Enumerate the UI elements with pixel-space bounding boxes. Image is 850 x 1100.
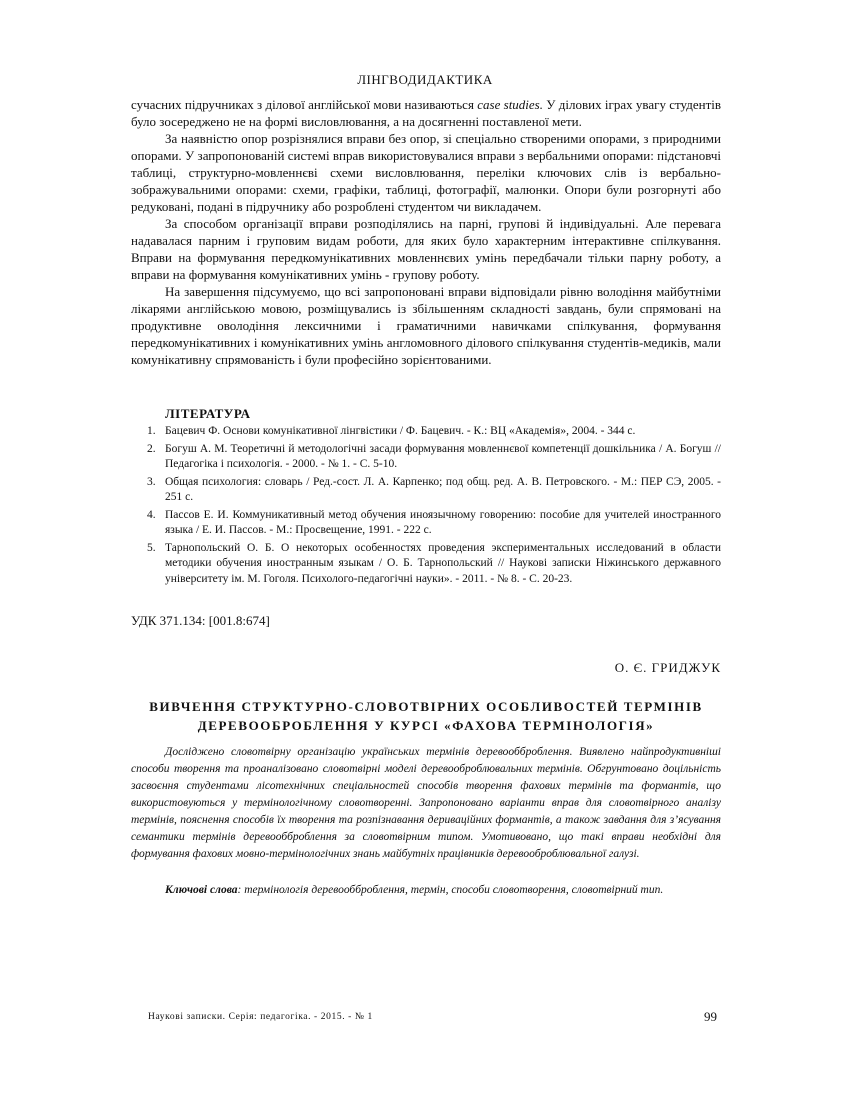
keywords-label: Ключові слова [165, 884, 238, 896]
case-studies-term: case studies. [477, 97, 543, 112]
body-text [131, 96, 721, 368]
abstract-text: Досліджено словотвірну організацію українських термінів деревообброблення. Виявлено найпродуктивніші способи творення та проаналізовано словотвірні моделі деревооброблювальних термінів. Обгрунтовано доцільність засвоєння студентами лісотехнічних спеціальностей способів творення фахових термінів та формантів, що використовуються у термінологічному словотворенні. Запропоновано варіанти вправ для словотвірного аналізу термінів, пояснення способів їх творення та розпізнавання дериваційних формантів, а також завдання для з’ясування семантики термінів деревообброблення за словотвірним типом. Умотивовано, що такі вправи необхідні для формування фахових мовно-термінологічних знань майбутніх працівників деревооброблювальної галузі. [131, 746, 721, 860]
abstract [131, 744, 721, 863]
article-title-line-1: ВИВЧЕННЯ СТРУКТУРНО-СЛОВОТВІРНИХ ОСОБЛИВОСТЕЙ ТЕРМІНІВ [149, 699, 703, 714]
reference-item [131, 541, 721, 588]
reference-number: 1. [147, 425, 156, 437]
paragraph-1-end: У ділових іграх увагу студентів було зосереджено не на формі висловлювання, а на досягненні поставленої мети. [131, 97, 722, 129]
reference-item [131, 475, 721, 506]
paragraph-1 [131, 96, 721, 130]
reference-text: Пассов Е. И. Коммуникативный метод обучения иноязычному говорению: пособие для учителей иностранного языка / Е. И. Пассов. - М.: Просвещение, 1991. - 222 с. [165, 508, 721, 536]
paragraph-3: За способом організації вправи розподілялись на парні, групові й індивідуальні. Але перевага надавалася парним і груповим видам роботи, для яких було характерним інтерактивне спілкування. Вправи на формування передкомунікативних мовленнєвих умінь передбачали тільки парну роботу, а вправи на формування комунікативних умінь - групову роботу. [131, 216, 721, 282]
running-head: ЛІНГВОДИДАКТИКА [357, 72, 493, 87]
page-number: 99 [704, 1009, 717, 1024]
keywords [165, 882, 721, 898]
article-author: О. Є. ГРИДЖУК [614, 660, 721, 675]
keywords-text: : термінологія деревообброблення, термін, способи словотворення, словотвірний тип. [237, 884, 664, 896]
references-title: ЛІТЕРАТУРА [165, 406, 251, 421]
reference-number: 3. [147, 475, 156, 488]
reference-text: Тарнопольский О. Б. О некоторых особенностях проведения экспериментальных исследований в области методики обучения иностранным языкам / О. Б. Тарнопольский // Наукові записки Ніжинського державного університету ім. М. Гоголя. Психолого-педагогічні науки». - 2011. - № 8. - С. 20-23. [165, 541, 721, 585]
footer-journal: Наукові записки. Серія: педагогіка. - 2015. - № 1 [148, 1012, 373, 1022]
paragraph-2: За наявністю опор розрізнялися вправи без опор, зі спеціально створеними опорами, з природними опорами. У запропонованій системі вправ використовувалися вправи з вербальними опорами: підстановчі таблиці, структурно-мовленнєві схеми висловлювання, переліки ключових слів із вербально-зображувальними опорами: схеми, графіки, таблиці, фотографії, малюнки. Опори були розгорнуті або редуковані, подані в підручнику або розроблені студентом чи викладачем. [131, 131, 721, 214]
reference-item [131, 442, 721, 473]
reference-text: Бацевич Ф. Основи комунікативної лінгвістики / Ф. Бацевич. - К.: ВЦ «Академія», 2004. - 344 с. [165, 425, 636, 437]
reference-text: Общая психология: словарь / Ред.-сост. Л. А. Карпенко; под общ. ред. А. В. Петровского. - М.: ПЕР СЭ, 2005. - 251 с. [165, 475, 721, 503]
reference-number: 5. [147, 541, 156, 554]
reference-number: 4. [147, 508, 156, 521]
article-title-line-2: ДЕРЕВООБРОБЛЕННЯ У КУРСІ «ФАХОВА ТЕРМІНОЛОГІЯ» [197, 718, 655, 733]
reference-item [131, 424, 721, 440]
article-title [131, 697, 721, 735]
paragraph-1-start: сучасних підручниках з ділової англійської мови називаються [131, 97, 478, 112]
references-list [131, 424, 721, 589]
reference-item [131, 508, 721, 539]
udk-code: УДК 371.134: [001.8:674] [131, 613, 270, 628]
reference-number: 2. [147, 442, 156, 455]
reference-text: Богуш А. М. Теоретичні й методологічні засади формування мовленнєвої компетенції дошкільника / А. Богуш // Педагогіка і психологія. - 2000. - № 1. - С. 5-10. [165, 442, 721, 470]
paragraph-4: На завершення підсумуємо, що всі запропоновані вправи відповідали рівню володіння майбутніми лікарями англійською мовою, розміщувались із збільшенням складності завдань, були спрямовані на продуктивне оволодіння лексичними і граматичними навичками спілкування, формування передкомунікативних і комунікативних умінь англомовного ділового спілкування студентів-медиків, мали комунікативну спрямованість і були професійно зорієнтованими. [131, 284, 721, 367]
